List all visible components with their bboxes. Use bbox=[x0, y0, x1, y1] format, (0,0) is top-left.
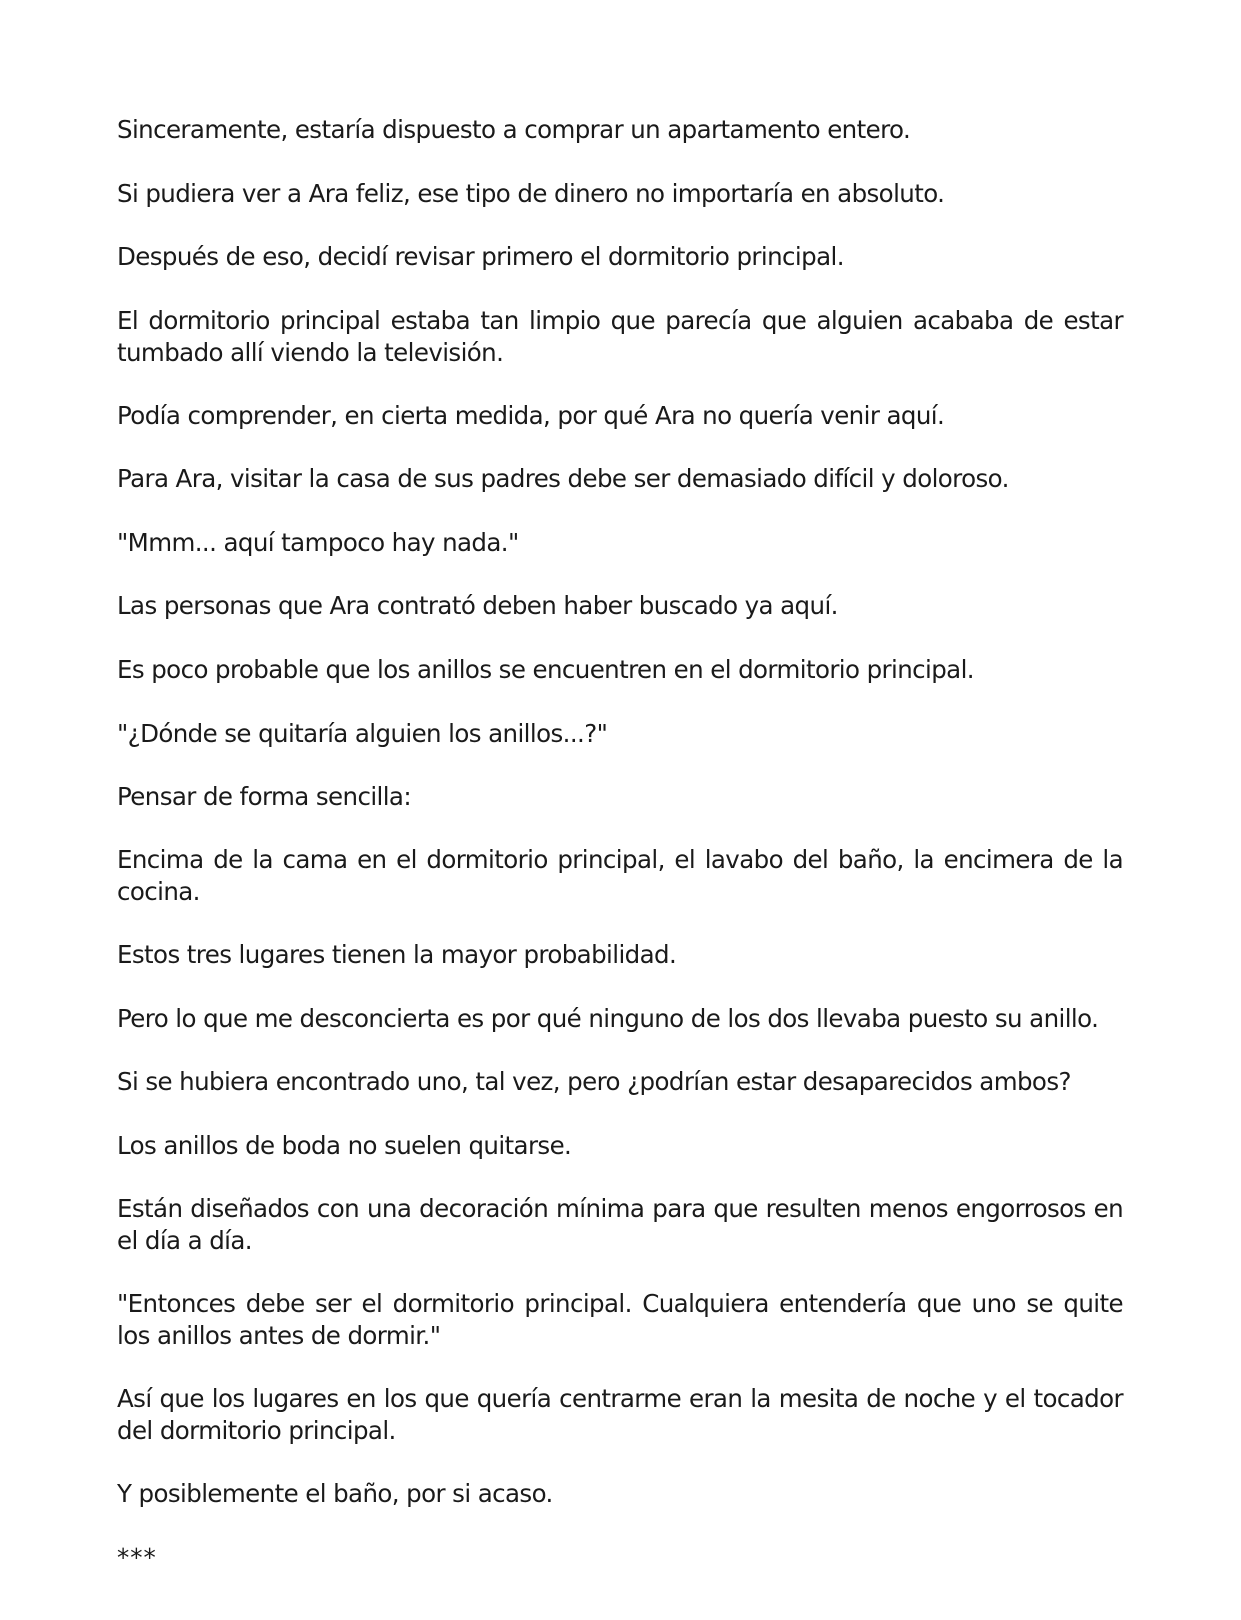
paragraph: Es poco probable que los anillos se encuentren en el dormitorio principal. bbox=[117, 655, 974, 684]
paragraph: Encima de la cama en el dormitorio principal, el lavabo del baño, la encimera de la cocina. bbox=[117, 845, 1123, 906]
paragraph: Podía comprender, en cierta medida, por qué Ara no quería venir aquí. bbox=[117, 401, 945, 430]
paragraph: Estos tres lugares tienen la mayor probabilidad. bbox=[117, 940, 677, 969]
scene-separator: *** bbox=[117, 1543, 157, 1572]
paragraph: "¿Dónde se quitaría alguien los anillos...?" bbox=[117, 719, 608, 748]
paragraph: Las personas que Ara contrató deben haber buscado ya aquí. bbox=[117, 591, 838, 620]
paragraph: "Mmm... aquí tampoco hay nada." bbox=[117, 528, 519, 557]
paragraph: Y posiblemente el baño, por si acaso. bbox=[117, 1479, 553, 1508]
paragraph: Así que los lugares en los que quería centrarme eran la mesita de noche y el tocador del dormitorio principal. bbox=[117, 1384, 1123, 1445]
paragraph: Los anillos de boda no suelen quitarse. bbox=[117, 1131, 572, 1160]
paragraph: Para Ara, visitar la casa de sus padres debe ser demasiado difícil y doloroso. bbox=[117, 464, 1009, 493]
paragraph: El dormitorio principal estaba tan limpio que parecía que alguien acababa de estar tumbado allí viendo la televisión. bbox=[117, 306, 1123, 367]
document-page bbox=[117, 0, 1123, 1620]
paragraph: Después de eso, decidí revisar primero el dormitorio principal. bbox=[117, 242, 844, 271]
paragraph: "Entonces debe ser el dormitorio principal. Cualquiera entendería que uno se quite los anillos antes de dormir." bbox=[117, 1289, 1123, 1350]
paragraph: Si se hubiera encontrado uno, tal vez, pero ¿podrían estar desaparecidos ambos? bbox=[117, 1067, 1071, 1096]
paragraph: Si pudiera ver a Ara feliz, ese tipo de dinero no importaría en absoluto. bbox=[117, 179, 945, 208]
paragraph: Están diseñados con una decoración mínima para que resulten menos engorrosos en el día a día. bbox=[117, 1194, 1123, 1255]
paragraph: Sinceramente, estaría dispuesto a comprar un apartamento entero. bbox=[117, 115, 911, 144]
paragraph: Pero lo que me desconcierta es por qué ninguno de los dos llevaba puesto su anillo. bbox=[117, 1004, 1099, 1033]
paragraph: Pensar de forma sencilla: bbox=[117, 782, 412, 811]
